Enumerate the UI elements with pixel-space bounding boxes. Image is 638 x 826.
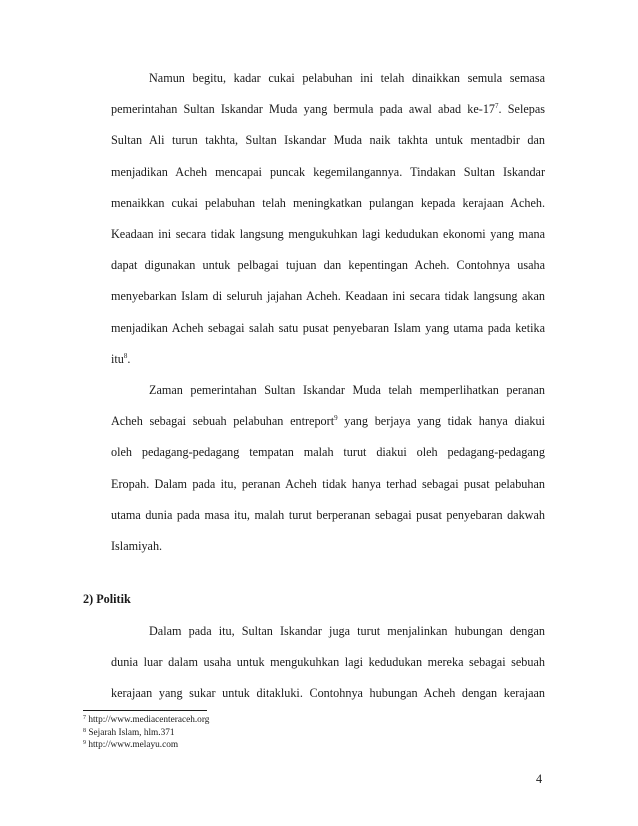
- footnote-text: http://www.mediacenteraceh.org: [86, 715, 210, 725]
- text-line: menyebarkan Islam di seluruh jajahan Acheh. Keadaan ini secara tidak langsung akan: [111, 289, 545, 304]
- text-line: oleh pedagang-pedagang tempatan malah turut diakui oleh pedagang-pedagang: [111, 445, 545, 460]
- text-line: utama dunia pada masa itu, malah turut berperanan sebagai pusat penyebaran dakwah: [111, 507, 545, 522]
- footnote-number: 9: [83, 740, 86, 746]
- footnote-ref: 7: [495, 102, 499, 111]
- paragraph-economy-1: [111, 63, 545, 375]
- text-segment: Acheh sebagai sebuah pelabuhan entreport: [111, 414, 335, 429]
- text-line: kerajaan yang sukar untuk ditakluki. Contohnya hubungan Acheh dengan kerajaan: [111, 686, 545, 701]
- text-segment: itu: [111, 351, 124, 366]
- section-heading: 2) Politik: [83, 592, 131, 606]
- text-line: dunia luar dalam usaha untuk mengukuhkan lagi kedudukan mereka sebagai sebuah: [111, 655, 545, 670]
- text-line: Islamiyah.: [111, 539, 163, 554]
- text-segment: pemerintahan Sultan Iskandar Muda yang bermula pada awal abad ke-17: [111, 102, 496, 117]
- footnote-ref: 9: [334, 414, 338, 423]
- text-line: menaikkan cukai pelabuhan telah meningkatkan pulangan kepada kerajaan Acheh.: [111, 195, 545, 210]
- text-line: [111, 94, 545, 125]
- text-line: [111, 406, 545, 437]
- footnote-ref: 8: [123, 351, 128, 360]
- footnote-number: 7: [83, 715, 86, 721]
- footnote-text: Sejarah Islam, hlm.371: [86, 727, 175, 738]
- text-line: [111, 344, 545, 375]
- text-line: Zaman pemerintahan Sultan Iskandar Muda telah memperlihatkan peranan: [149, 383, 545, 397]
- paragraph-economy-2: [111, 375, 545, 562]
- text-line: Namun begitu, kadar cukai pelabuhan ini telah dinaikkan semula semasa: [149, 71, 545, 85]
- footnote-divider: [83, 710, 207, 711]
- text-line: menjadikan Acheh sebagai salah satu pusat penyebaran Islam yang utama pada ketika: [111, 320, 545, 335]
- text-line: Sultan Ali turun takhta, Sultan Iskandar Muda naik takhta untuk mentadbir dan: [111, 133, 545, 148]
- page-number: 4: [536, 772, 543, 786]
- footnote-item: [83, 739, 209, 752]
- footnote-number: 8: [83, 727, 86, 734]
- footnote-item: [83, 714, 209, 727]
- text-line: dapat digunakan untuk pelbagai tujuan dan kepentingan Acheh. Contohnya usaha: [111, 258, 545, 273]
- footnote-list: [83, 714, 209, 752]
- footnote-text: http://www.melayu.com: [86, 740, 179, 750]
- text-segment: . Selepas: [498, 102, 545, 117]
- text-segment: .: [127, 351, 131, 366]
- text-line: Eropah. Dalam pada itu, peranan Acheh tidak hanya terhad sebagai pusat pelabuhan: [111, 476, 545, 491]
- text-line: menjadikan Acheh mencapai puncak kegemilangannya. Tindakan Sultan Iskandar: [111, 164, 545, 179]
- text-line: Keadaan ini secara tidak langsung mengukuhkan lagi kedudukan ekonomi yang mana: [111, 227, 545, 242]
- paragraph-politics: [111, 616, 545, 710]
- text-line: Dalam pada itu, Sultan Iskandar juga turut menjalinkan hubungan dengan: [149, 624, 545, 638]
- footnote-item: [83, 727, 209, 740]
- text-segment: yang berjaya yang tidak hanya diakui: [337, 414, 545, 429]
